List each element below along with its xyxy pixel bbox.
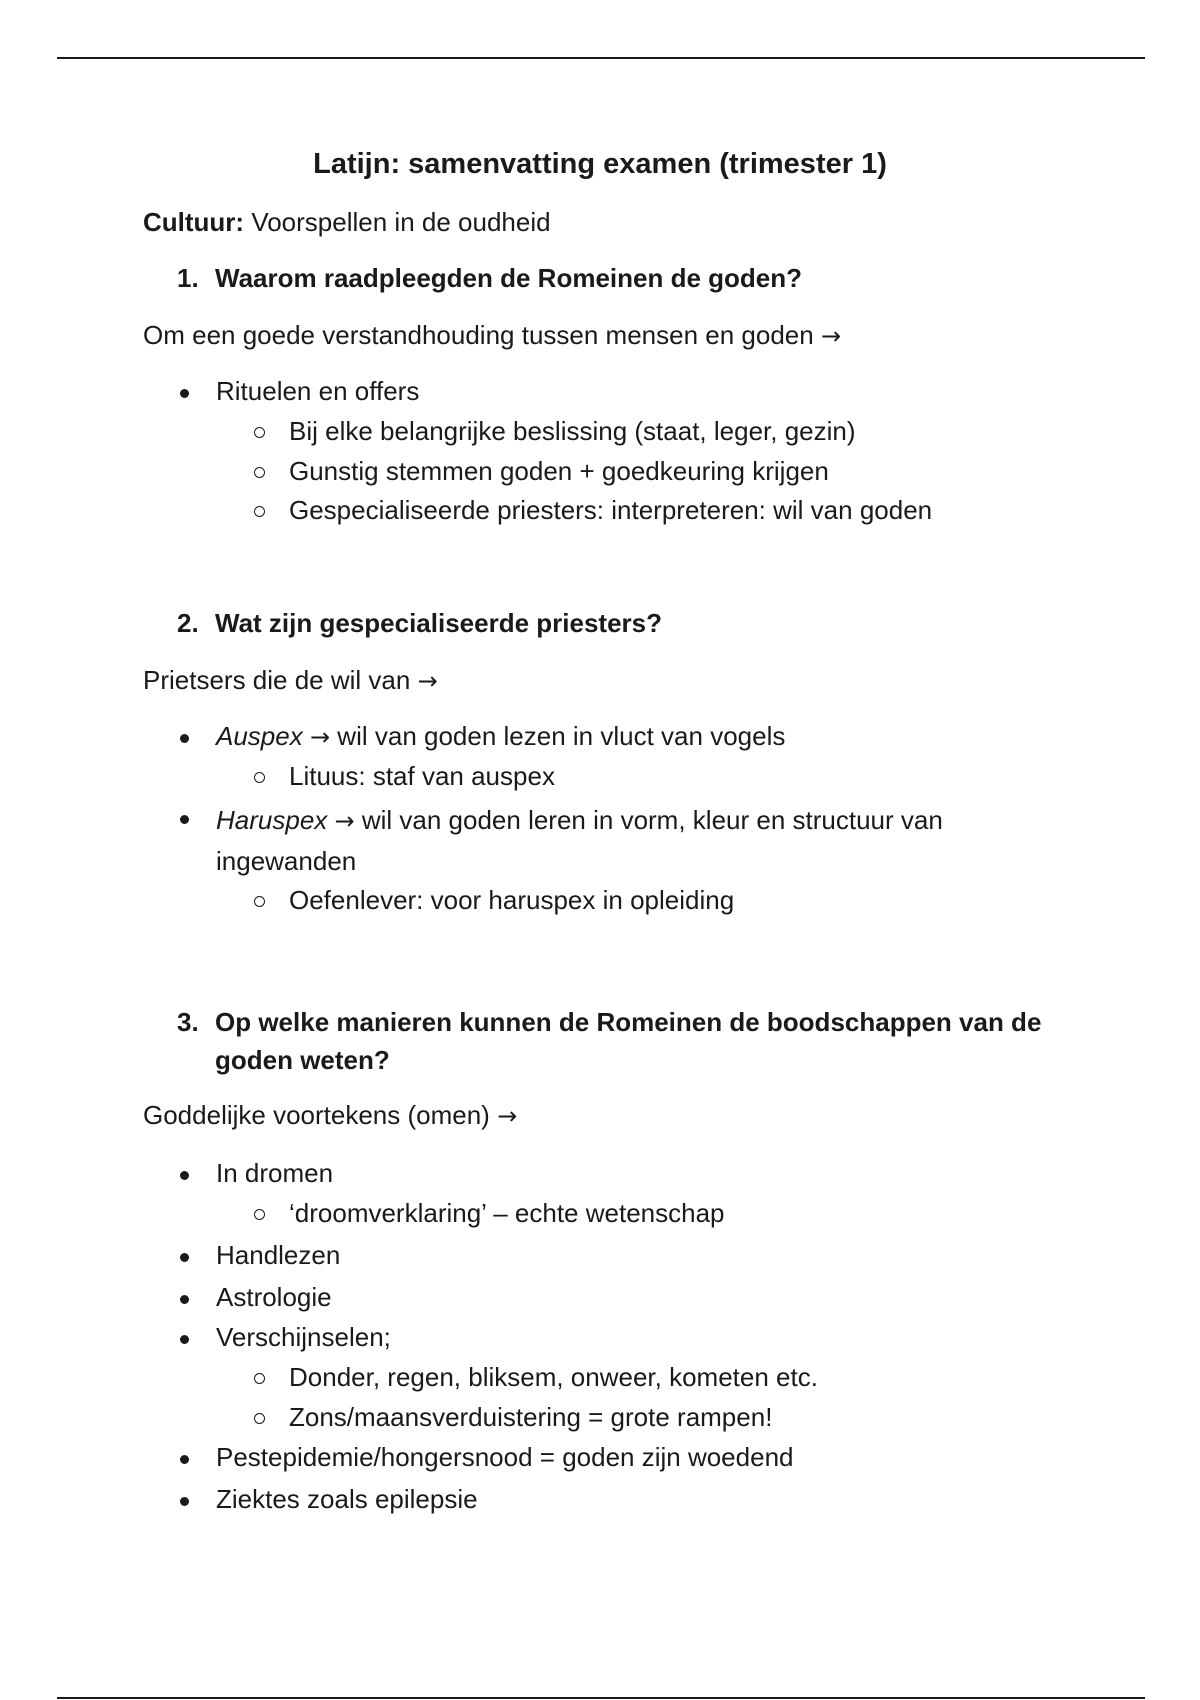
sub-list-item (254, 1362, 818, 1393)
sub-list-item-text: Gespecialiseerde priesters: interpreteren: wil van goden (289, 495, 933, 525)
culture-topic: Voorspellen in de oudheid (244, 207, 551, 237)
term-auspex: Auspex (216, 721, 303, 751)
question-3-text: Op welke manieren kunnen de Romeinen de boodschappen van de goden weten? (215, 1007, 1042, 1075)
question-2-text: Wat zijn gespecialiseerde priesters? (215, 608, 662, 638)
list-item (180, 800, 1040, 881)
arrow-icon: → (820, 322, 842, 350)
list-item-text: Verschijnselen; (216, 1322, 391, 1352)
list-item-text: Pestepidemie/hongersnood = goden zijn woedend (216, 1442, 794, 1472)
bullet-icon (180, 1335, 189, 1344)
arrow-icon: → (334, 807, 355, 835)
circle-bullet-icon (254, 427, 265, 438)
answer-3-intro (143, 1100, 517, 1131)
sub-list-item (254, 885, 734, 916)
sub-list-item (254, 1198, 725, 1229)
sub-list-item (254, 416, 856, 447)
sub-list-item-text: Gunstig stemmen goden + goedkeuring krijgen (289, 456, 829, 486)
arrow-icon: → (309, 723, 331, 751)
list-item (180, 1484, 478, 1515)
sub-list-item-text: ‘droomverklaring’ – echte wetenschap (289, 1198, 725, 1228)
question-1-number: 1. (177, 263, 199, 293)
bullet-icon (180, 389, 189, 398)
circle-bullet-icon (254, 1209, 265, 1220)
circle-bullet-icon (254, 1373, 265, 1384)
circle-bullet-icon (254, 1413, 265, 1424)
sub-list-item (254, 1402, 772, 1433)
list-item-text: Ziektes zoals epilepsie (216, 1484, 478, 1514)
answer-1-intro (143, 320, 841, 351)
list-item (180, 1240, 340, 1271)
list-item (180, 1322, 391, 1353)
culture-line (143, 207, 551, 238)
bullet-icon (180, 815, 189, 824)
sub-list-item-text: Zons/maansverduistering = grote rampen! (289, 1402, 773, 1432)
sub-list-item-text: Oefenlever: voor haruspex in opleiding (289, 885, 735, 915)
sub-list-item (254, 456, 829, 487)
list-item-text: Handlezen (216, 1240, 341, 1270)
term-haruspex: Haruspex (216, 805, 328, 835)
sub-list-item-text: Donder, regen, bliksem, onweer, kometen etc. (289, 1362, 818, 1392)
sub-list-item (254, 761, 555, 792)
list-item (180, 721, 785, 752)
question-2 (177, 608, 662, 639)
bullet-icon (180, 1171, 189, 1180)
sub-list-item-text: Bij elke belangrijke beslissing (staat, leger, gezin) (289, 416, 856, 446)
arrow-icon: → (497, 1102, 518, 1130)
sub-list-item (254, 495, 932, 526)
answer-2-intro (143, 665, 438, 696)
question-3-number: 3. (177, 1007, 199, 1037)
list-item-text: wil van goden lezen in vluct van vogels (330, 721, 786, 751)
list-item-text: Rituelen en offers (216, 376, 420, 406)
bullet-icon (180, 1295, 189, 1304)
list-item (180, 1282, 332, 1313)
question-2-number: 2. (177, 608, 199, 638)
list-item-text: In dromen (216, 1158, 334, 1188)
list-item-text: Astrologie (216, 1282, 332, 1312)
arrow-icon: → (417, 667, 438, 695)
circle-bullet-icon (254, 896, 265, 907)
answer-2-intro-text: Prietsers die de wil van (143, 665, 411, 695)
bullet-icon (180, 1455, 189, 1464)
list-item (180, 1158, 333, 1189)
bullet-icon (180, 1253, 189, 1262)
list-item (180, 376, 419, 407)
question-1-text: Waarom raadpleegden de Romeinen de goden? (215, 263, 803, 293)
circle-bullet-icon (254, 506, 265, 517)
answer-3-intro-text: Goddelijke voortekens (omen) (143, 1100, 490, 1130)
culture-label: Cultuur: (143, 207, 245, 237)
bullet-icon (180, 734, 189, 743)
bullet-icon (180, 1497, 189, 1506)
circle-bullet-icon (254, 772, 265, 783)
sub-list-item-text: Lituus: staf van auspex (289, 761, 555, 791)
question-3 (177, 1003, 1077, 1079)
question-1 (177, 263, 802, 294)
answer-1-intro-text: Om een goede verstandhouding tussen mensen en goden (143, 320, 814, 350)
list-item-text: wil van goden leren in vorm, kleur en structuur van ingewanden (216, 805, 943, 876)
circle-bullet-icon (254, 467, 265, 478)
list-item (180, 1442, 793, 1473)
page-title: Latijn: samenvatting examen (trimester 1) (313, 148, 887, 180)
